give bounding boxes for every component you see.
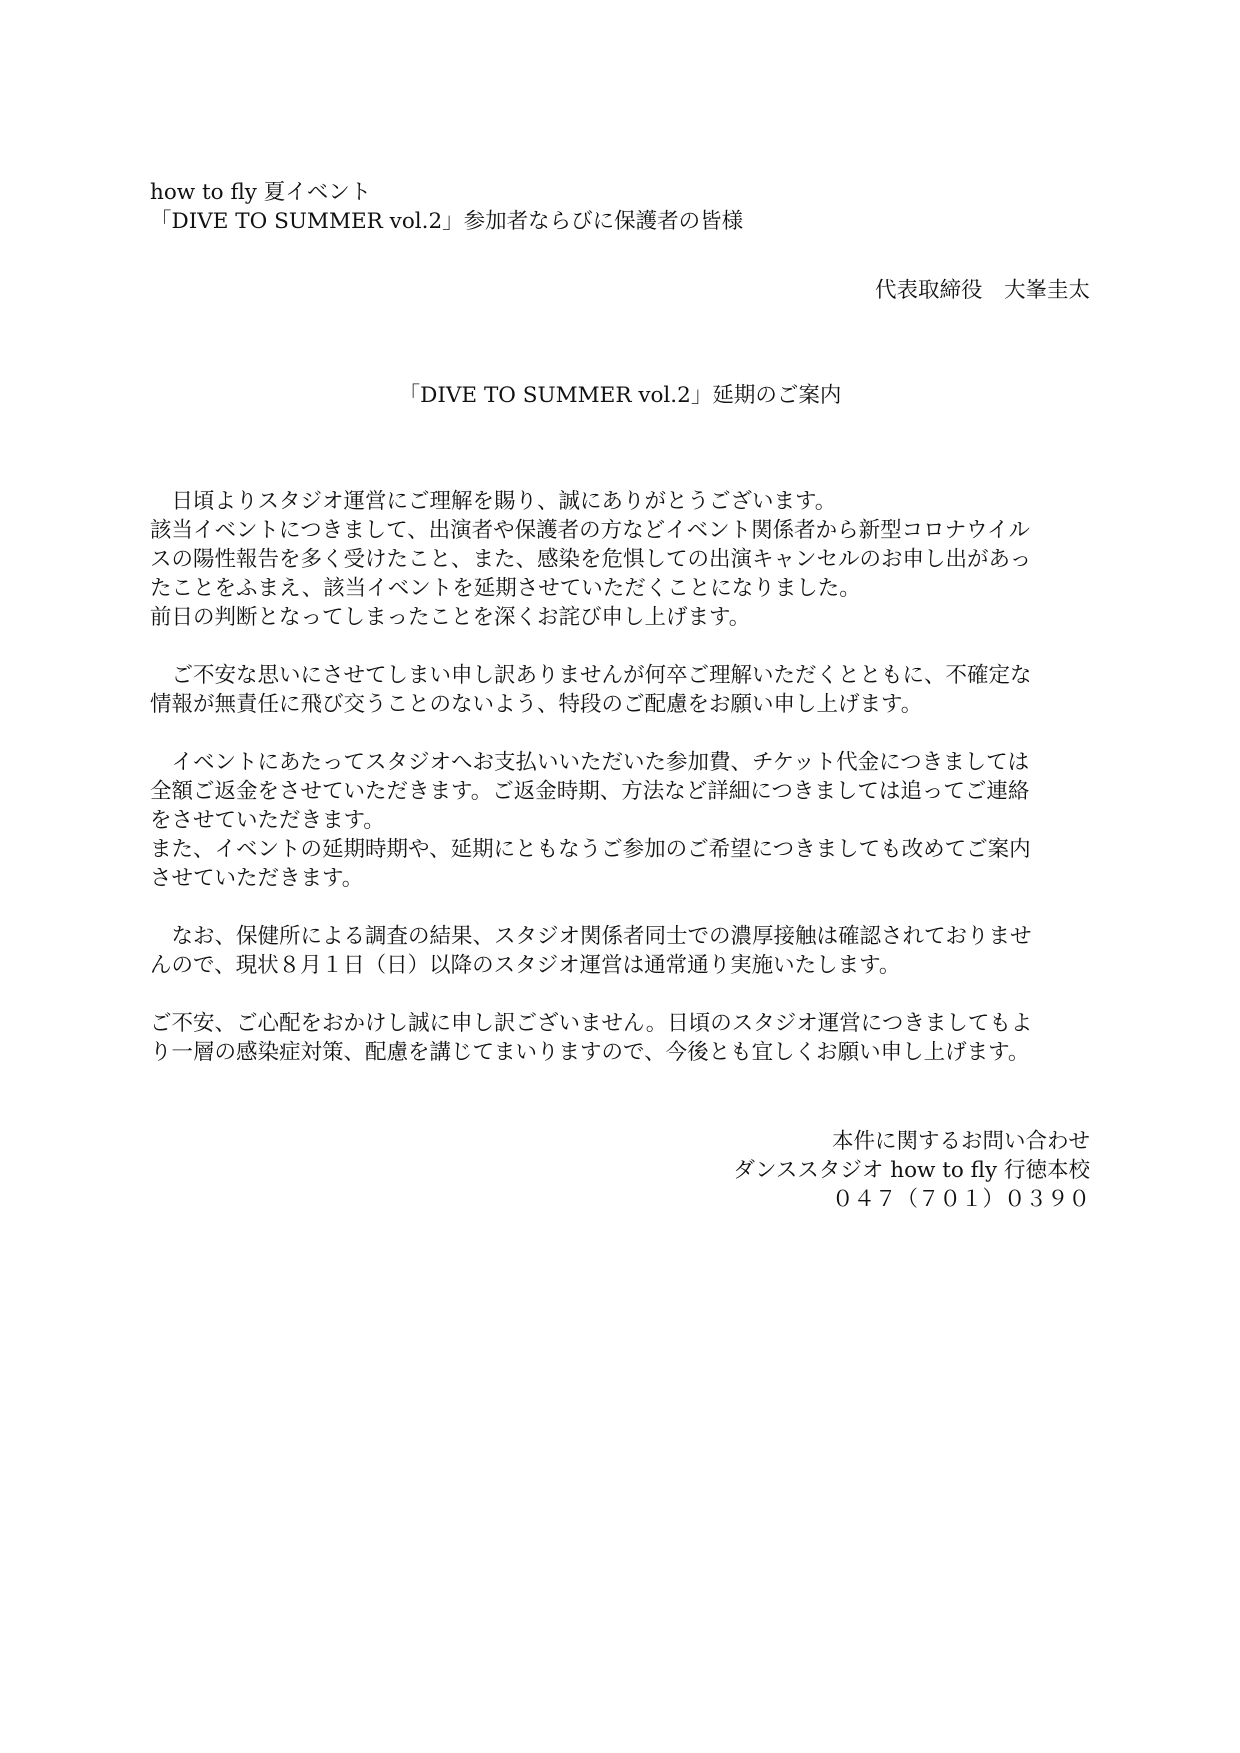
paragraph-line: 該当イベントにつきまして、出演者や保護者の方などイベント関係者から新型コロナウイル: [150, 518, 1030, 543]
paragraph-2: [150, 661, 1090, 719]
paragraph-line: をさせていただきます。: [150, 808, 385, 833]
contact-studio: ダンススタジオ how to fly 行徳本校: [733, 1158, 1090, 1183]
paragraph-line: んので、現状８月１日（日）以降のスタジオ運営は通常通り実施いたします。: [150, 953, 901, 978]
paragraph-line: 全額ご返金をさせていただきます。ご返金時期、方法など詳細につきましては追ってご連絡: [150, 779, 1030, 804]
paragraph-line: イベントにあたってスタジオへお支払いいただいた参加費、チケット代金につきましては: [150, 750, 1030, 775]
document-page: [150, 178, 1090, 1214]
contact-heading: 本件に関するお問い合わせ: [831, 1129, 1090, 1154]
paragraph-5: [150, 1009, 1090, 1067]
contact-phone: ０４７（７０１）０３９０: [831, 1187, 1090, 1212]
paragraph-line: ご不安、ご心配をおかけし誠に申し訳ございません。日頃のスタジオ運営につきましてもよ: [150, 1011, 1033, 1036]
paragraph-line: また、イベントの延期時期や、延期にともなうご参加のご希望につきましても改めてご案内: [150, 837, 1031, 862]
paragraph-4: [150, 922, 1090, 980]
paragraph-line: なお、保健所による調査の結果、スタジオ関係者同士での濃厚接触は確認されておりませ: [150, 924, 1032, 949]
paragraph-line: スの陽性報告を多く受けたこと、また、感染を危惧しての出演キャンセルのお申し出があっ: [150, 547, 1032, 572]
paragraph-line: させていただきます。: [150, 866, 364, 891]
document-body: [150, 487, 1090, 1067]
paragraph-line: たことをふまえ、該当イベントを延期させていただくことになりました。: [150, 576, 861, 601]
paragraph-line: 情報が無責任に飛び交うことのないよう、特段のご配慮をお願い申し上げます。: [150, 692, 923, 717]
paragraph-line: ご不安な思いにさせてしまい申し訳ありませんが何卒ご理解いただくとともに、不確定な: [150, 663, 1032, 688]
sender-name: 代表取締役 大峯圭太: [874, 278, 1090, 303]
paragraph-3: [150, 748, 1090, 893]
addressee-event: how to fly 夏イベント: [150, 180, 372, 205]
title-text: 「DIVE TO SUMMER vol.2」延期のご案内: [398, 383, 842, 408]
paragraph-line: り一層の感染症対策、配慮を講じてまいりますので、今後とも宜しくお願い申し上げます。: [150, 1040, 1030, 1065]
sender-block: [150, 276, 1090, 305]
paragraph-1: [150, 487, 1090, 632]
document-title: [150, 381, 1090, 410]
contact-block: [150, 1127, 1090, 1214]
addressee-recipients: 「DIVE TO SUMMER vol.2」参加者ならびに保護者の皆様: [150, 209, 744, 234]
addressee-block: [150, 178, 1090, 236]
paragraph-line: 日頃よりスタジオ運営にご理解を賜り、誠にありがとうございます。: [150, 489, 837, 514]
paragraph-line: 前日の判断となってしまったことを深くお詫び申し上げます。: [150, 605, 751, 630]
